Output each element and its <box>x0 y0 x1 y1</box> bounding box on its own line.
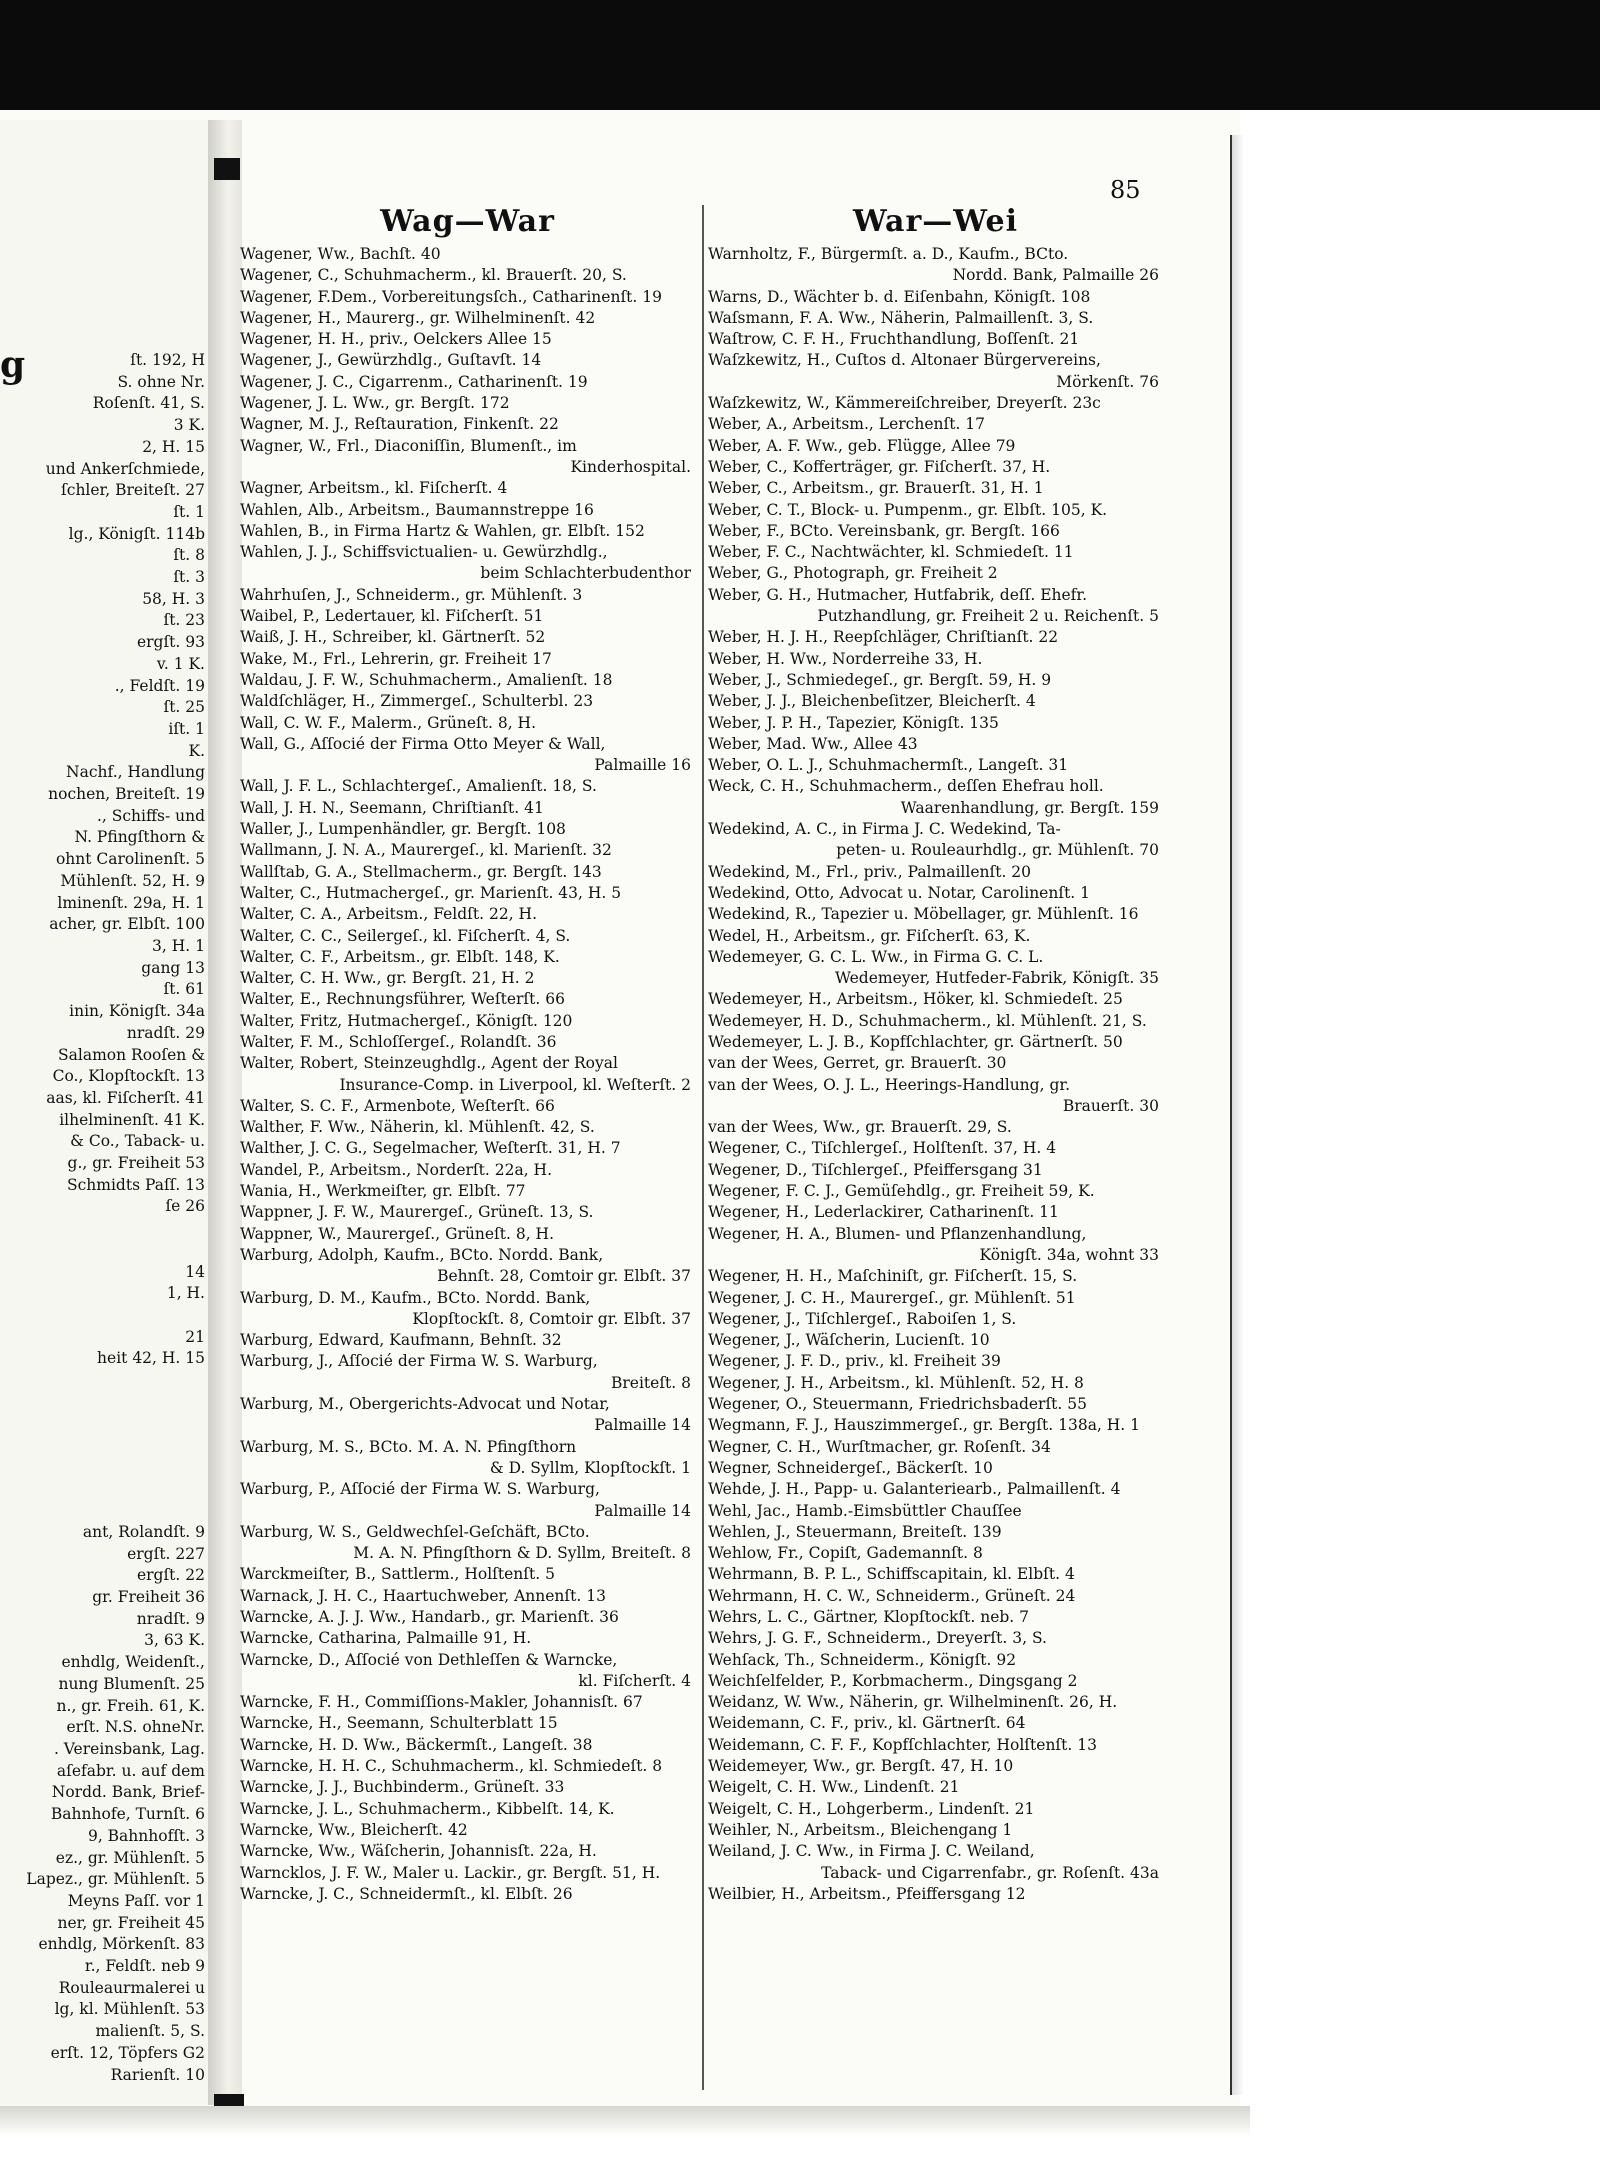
directory-entry-continuation: Brauerſt. 30 <box>1062 1096 1159 1115</box>
directory-entry: Wahlen, Alb., Arbeitsm., Baumannstreppe 16 <box>240 500 594 519</box>
directory-entry: Warburg, W. S., Geldwechſel-Geſchäft, BCto. <box>240 1522 590 1541</box>
directory-entry: Weihler, N., Arbeitsm., Bleichengang 1 <box>708 1820 1013 1839</box>
directory-entry: Warburg, D. M., Kaufm., BCto. Nordd. Bank, <box>240 1288 591 1307</box>
directory-entry-continuation: Kinderhospital. <box>570 457 691 476</box>
directory-entry: Weber, G., Photograph, gr. Freiheit 2 <box>708 564 998 583</box>
page-bottom-shadow <box>0 2106 1250 2136</box>
left-page-line: lg., Königſt. 114b <box>68 524 205 543</box>
directory-entry: Warburg, J., Aſſocié der Firma W. S. Warburg, <box>240 1352 598 1371</box>
left-page-line: Nachf., Handlung <box>66 763 205 782</box>
directory-entry: Wagner, Arbeitsm., kl. Fiſcherſt. 4 <box>240 479 508 498</box>
directory-entry: Warburg, P., Aſſocié der Firma W. S. Warburg, <box>240 1480 600 1499</box>
left-page-line <box>0 1370 205 1392</box>
left-page-line: und Ankerſchmiede, <box>45 459 205 478</box>
left-page-line: 58, H. 3 <box>142 589 205 608</box>
directory-entry: Wehlen, J., Steuermann, Breiteſt. 139 <box>708 1522 1002 1541</box>
left-page-line: . Vereinsbank, Lag. <box>53 1740 205 1758</box>
directory-entry: Wegener, J. C. H., Maurergeſ., gr. Mühlenſt. 51 <box>708 1288 1076 1307</box>
directory-entry: Wegener, H., Lederlackirer, Catharinenſt. 11 <box>708 1203 1059 1222</box>
directory-entry: Warncklos, J. F. W., Maler u. Lackir., gr. Bergſt. 51, H. <box>240 1863 661 1882</box>
directory-entry: Wegener, J., Tiſchlergeſ., Raboiſen 1, S. <box>708 1309 1017 1328</box>
left-page-line: nung Blumenſt. 25 <box>58 1674 205 1693</box>
left-page-line: ., Feldſt. 19 <box>114 676 205 695</box>
directory-entry: Warncke, Catharina, Palmaille 91, H. <box>240 1629 532 1648</box>
left-page-line: lg, kl. Mühlenſt. 53 <box>54 2000 205 2019</box>
directory-entry: Wegener, C., Tiſchlergeſ., Holſtenſt. 37, H. 4 <box>708 1139 1057 1158</box>
left-page-line: r., Feldſt. neb 9 <box>84 1957 205 1976</box>
directory-entry: Walter, C., Hutmachergeſ., gr. Marienſt. 43, H. 5 <box>240 883 622 902</box>
directory-entry: Wagner, M. J., Reſtauration, Finkenſt. 22 <box>240 415 559 434</box>
directory-entry: Wedekind, R., Tapezier u. Möbellager, gr. Mühlenſt. 16 <box>708 905 1139 924</box>
directory-entry: Wehſack, Th., Schneiderm., Königſt. 92 <box>708 1650 1017 1669</box>
directory-entry: Weber, A. F. Ww., geb. Flügge, Allee 79 <box>708 436 1016 455</box>
left-page-line: Salamon Rooſen & <box>58 1045 205 1064</box>
directory-entry: Wagener, J., Gewürzhdlg., Guſtavſt. 14 <box>240 351 542 370</box>
left-page-line: v. 1 K. <box>156 654 205 673</box>
directory-entry-continuation: Putzhandlung, gr. Freiheit 2 u. Reichenſt. 5 <box>817 607 1159 626</box>
directory-entry-continuation: Behnſt. 28, Comtoir gr. Elbſt. 37 <box>437 1267 691 1286</box>
directory-entry: Warncke, J. C., Schneidermſt., kl. Elbſt. 26 <box>240 1884 573 1903</box>
directory-entry: Walter, E., Rechnungsführer, Weſterſt. 66 <box>240 990 565 1009</box>
directory-entry-continuation: Breiteſt. 8 <box>610 1373 691 1392</box>
directory-entry-continuation: Insurance-Comp. in Liverpool, kl. Weſterſt. 2 <box>339 1075 691 1094</box>
directory-entry: Warncke, H. D. Ww., Bäckermſt., Langeſt. 38 <box>240 1735 593 1754</box>
directory-entry: Wania, H., Werkmeiſter, gr. Elbſt. 77 <box>240 1182 526 1201</box>
page-number: 85 <box>1110 176 1141 204</box>
directory-entry: Wall, J. F. L., Schlachtergeſ., Amalienſt. 18, S. <box>240 777 597 796</box>
left-page-line: inin, Königſt. 34a <box>69 1002 205 1021</box>
directory-entry: Waibel, P., Ledertauer, kl. Fiſcherſt. 51 <box>240 607 544 626</box>
left-page-line: Mühlenſt. 52, H. 9 <box>60 871 205 890</box>
directory-entry: Waſzkewitz, W., Kämmereiſchreiber, Dreyerſt. 23c <box>708 394 1101 413</box>
directory-entry: Weber, C. T., Block- u. Pumpenm., gr. Elbſt. 105, K. <box>708 500 1108 519</box>
left-page-line: acher, gr. Elbſt. 100 <box>49 915 205 934</box>
directory-entry-continuation: Nordd. Bank, Palmaille 26 <box>952 266 1159 285</box>
directory-entry: Wegener, J., Wäſcherin, Lucienſt. 10 <box>708 1331 990 1350</box>
directory-entry: Wallmann, J. N. A., Maurergeſ., kl. Marienſt. 32 <box>240 841 612 860</box>
column-divider <box>702 205 704 2090</box>
left-page-line: ſt. 23 <box>163 611 205 630</box>
directory-entry: Warns, D., Wächter b. d. Eiſenbahn, Königſt. 108 <box>708 287 1091 306</box>
directory-entry: Wedemeyer, H. D., Schuhmacherm., kl. Mühlenſt. 21, S. <box>708 1011 1147 1030</box>
directory-entry: Wagener, H., Maurerg., gr. Wilhelminenſt. 42 <box>240 308 596 327</box>
directory-entry: Weber, C., Arbeitsm., gr. Brauerſt. 31, H. 1 <box>708 479 1044 498</box>
directory-entry: Wegmann, F. J., Hauszimmergeſ., gr. Bergſt. 138a, H. 1 <box>708 1416 1141 1435</box>
directory-entry: Weigelt, C. H. Ww., Lindenſt. 21 <box>708 1778 960 1797</box>
directory-entry: Wehrmann, H. C. W., Schneiderm., Grüneſt. 24 <box>708 1586 1076 1605</box>
left-page-line: ſt. 1 <box>173 502 205 521</box>
directory-entry: Wegener, O., Steuermann, Friedrichsbaderſt. 55 <box>708 1395 1087 1414</box>
directory-entry-continuation: Palmaille 14 <box>594 1501 691 1520</box>
left-page-line: ergſt. 227 <box>127 1544 205 1563</box>
left-page-line: ſt. 61 <box>163 980 205 999</box>
directory-entry: Weidemeyer, Ww., gr. Bergſt. 47, H. 10 <box>708 1757 1014 1776</box>
directory-entry: Wahrhuſen, J., Schneiderm., gr. Mühlenſt. 3 <box>240 585 583 604</box>
directory-entry: Wegener, H. H., Maſchiniſt, gr. Fiſcherſt. 15, S. <box>708 1267 1078 1286</box>
directory-entry: Weber, F. C., Nachtwächter, kl. Schmiedeſt. 11 <box>708 543 1074 562</box>
page-edge <box>1230 135 1244 2095</box>
directory-entry: Wedemeyer, H., Arbeitsm., Höker, kl. Schmiedeſt. 25 <box>708 990 1123 1009</box>
directory-entry: Warncke, F. H., Commiſſions-Makler, Johannisſt. 67 <box>240 1693 643 1712</box>
directory-entry-continuation: Mörkenſt. 76 <box>1056 372 1159 391</box>
directory-entry: Weidanz, W. Ww., Näherin, gr. Wilhelminenſt. 26, H. <box>708 1693 1118 1712</box>
left-page-line: ohnt Carolinenſt. 5 <box>55 850 205 869</box>
left-page-line: ner, gr. Freiheit 45 <box>57 1913 205 1932</box>
directory-entry: Wagener, H. H., priv., Oelckers Allee 15 <box>240 330 552 349</box>
left-page-line <box>0 1218 205 1240</box>
directory-entry: Warckmeiſter, B., Sattlerm., Holſtenſt. 5 <box>240 1565 555 1584</box>
scanner-top-border <box>0 0 1600 110</box>
directory-entry: Weber, H. Ww., Norderreihe 33, H. <box>708 649 983 668</box>
column-right-header: War—Wei <box>852 204 1019 239</box>
left-page-line: Bahnhofe, Turnſt. 6 <box>50 1805 205 1824</box>
directory-entry: Wegner, C. H., Wurſtmacher, gr. Roſenſt. 34 <box>708 1437 1051 1456</box>
directory-entry: Warnholtz, F., Bürgermſt. a. D., Kaufm., BCto. <box>708 245 1069 263</box>
directory-entry: Walter, Robert, Steinzeughdlg., Agent der Royal <box>240 1054 618 1073</box>
left-page-line: aſefabr. u. auf dem <box>56 1761 205 1780</box>
directory-entry: Walter, C. A., Arbeitsm., Feldſt. 22, H. <box>240 905 537 924</box>
left-page-line: Nordd. Bank, Brief- <box>51 1783 205 1802</box>
directory-entry: Weber, G. H., Hutmacher, Hutfabrik, deſſ. Ehefr. <box>708 585 1088 604</box>
directory-entry: Weber, H. J. H., Reepſchläger, Chriſtianſt. 22 <box>708 628 1059 647</box>
left-page-line <box>0 1457 205 1479</box>
directory-entry-continuation: peten- u. Rouleaurhdlg., gr. Mühlenſt. 70 <box>836 841 1159 860</box>
left-page-line: gr. Freiheit 36 <box>92 1588 205 1607</box>
left-page-line: ez., gr. Mühlenſt. 5 <box>55 1848 205 1867</box>
directory-entry: Wallſtab, G. A., Stellmacherm., gr. Bergſt. 143 <box>240 862 602 881</box>
directory-entry: Warncke, A. J. J. Ww., Handarb., gr. Marienſt. 36 <box>240 1608 619 1626</box>
directory-entry: Walter, S. C. F., Armenbote, Weſterſt. 66 <box>240 1096 555 1115</box>
directory-entry: Weilbier, H., Arbeitsm., Pfeiffersgang 12 <box>708 1884 1026 1903</box>
left-page-line: 3, H. 1 <box>152 936 205 955</box>
directory-entry: Warncke, D., Aſſocié von Dethleſſen & Warncke, <box>240 1650 618 1669</box>
directory-entry-continuation: Wedemeyer, Hutfeder-Fabrik, Königſt. 35 <box>834 969 1159 988</box>
left-page-line: enhdlg, Weidenſt., <box>61 1653 205 1672</box>
directory-entry-continuation: Klopſtockſt. 8, Comtoir gr. Elbſt. 37 <box>412 1309 691 1328</box>
left-page-line: nradſt. 29 <box>126 1023 205 1042</box>
directory-entry: Wappner, J. F. W., Maurergeſ., Grüneſt. 13, S. <box>240 1203 594 1222</box>
left-page-line: K. <box>188 741 205 760</box>
directory-entry: Weidemann, C. F., priv., kl. Gärtnerſt. 64 <box>708 1714 1026 1733</box>
left-page-line: ſe 26 <box>165 1197 205 1216</box>
directory-entry: Wappner, W., Maurergeſ., Grüneſt. 8, H. <box>240 1224 554 1243</box>
directory-entry: Wegner, Schneidergeſ., Bäckerſt. 10 <box>708 1458 993 1477</box>
directory-entry: Walter, C. H. Ww., gr. Bergſt. 21, H. 2 <box>240 969 535 988</box>
column-left-header: Wag—War <box>380 204 555 239</box>
directory-entry: Walter, F. M., Schloſſergeſ., Rolandſt. 36 <box>240 1032 557 1051</box>
directory-entry: Weber, F., BCto. Vereinsbank, gr. Bergſt. 166 <box>708 521 1060 540</box>
directory-entry: Wagener, J. L. Ww., gr. Bergſt. 172 <box>240 394 510 413</box>
left-page-line: Lapez., gr. Mühlenſt. 5 <box>26 1870 205 1889</box>
left-page-line: erſt. N.S. ohneNr. <box>66 1718 205 1737</box>
directory-entry: Wagener, J. C., Cigarrenm., Catharinenſt. 19 <box>240 372 588 391</box>
directory-entry: Walther, F. Ww., Näherin, kl. Mühlenſt. 42, S. <box>240 1118 595 1137</box>
directory-entry-continuation: beim Schlachterbudenthor <box>480 564 691 583</box>
directory-entry-continuation: Palmaille 16 <box>594 756 691 775</box>
book-spine <box>208 120 242 2105</box>
left-page-line: lminenſt. 29a, H. 1 <box>57 893 205 912</box>
directory-entry: Wahlen, J. J., Schiffsvictualien- u. Gewürzhdlg., <box>240 543 608 562</box>
left-page-line: Rarienſt. 10 <box>110 2065 205 2084</box>
directory-entry-continuation: Waarenhandlung, gr. Bergſt. 159 <box>900 798 1159 817</box>
directory-entry: Walther, J. C. G., Segelmacher, Weſterſt. 31, H. 7 <box>240 1139 621 1158</box>
column-left <box>240 200 695 1905</box>
directory-entry: Warburg, M. S., BCto. M. A. N. Pfingſthorn <box>240 1437 577 1456</box>
directory-entry: Weichſelfelder, P., Korbmacherm., Dingsgang 2 <box>708 1671 1078 1690</box>
directory-entry: Weiland, J. C. Ww., in Firma J. C. Weiland, <box>708 1842 1035 1861</box>
directory-entry: Waiß, J. H., Schreiber, kl. Gärtnerſt. 52 <box>240 628 546 647</box>
directory-entry: Wagner, W., Frl., Diaconiſſin, Blumenſt., im <box>240 436 577 455</box>
left-page-line: Meyns Paſſ. vor 1 <box>67 1891 205 1910</box>
directory-entry: Weber, A., Arbeitsm., Lerchenſt. 17 <box>708 415 986 434</box>
directory-entry-continuation: & D. Syllm, Klopſtockſt. 1 <box>489 1458 691 1477</box>
left-page-line <box>0 1240 205 1262</box>
left-page-line: S. ohne Nr. <box>117 372 205 391</box>
directory-entry: Warncke, J. L., Schuhmacherm., Kibbelſt. 14, K. <box>240 1799 615 1818</box>
directory-entry: Wall, G., Aſſocié der Firma Otto Meyer & Wall, <box>240 734 606 753</box>
directory-entry: Wehrmann, B. P. L., Schiffscapitain, kl. Elbſt. 4 <box>708 1565 1075 1584</box>
left-page-line: g., gr. Freiheit 53 <box>67 1154 205 1173</box>
directory-entry: Wahlen, B., in Firma Hartz & Wahlen, gr. Elbſt. 152 <box>240 521 645 540</box>
directory-entry: Wegener, F. C. J., Gemüſehdlg., gr. Freiheit 59, K. <box>708 1182 1095 1201</box>
left-page-line: aas, kl. Fiſcherſt. 41 <box>46 1088 205 1107</box>
directory-entry: Waldſchläger, H., Zimmergeſ., Schulterbl. 23 <box>240 692 594 711</box>
directory-entry: van der Wees, Ww., gr. Brauerſt. 29, S. <box>708 1118 1012 1137</box>
directory-entry: Wegener, J. H., Arbeitsm., kl. Mühlenſt. 52, H. 8 <box>708 1373 1084 1392</box>
directory-entry: Warncke, Ww., Wäſcherin, Johannisſt. 22a, H. <box>240 1842 597 1861</box>
left-page-line: ſt. 25 <box>163 698 205 717</box>
directory-entry: Wegener, D., Tiſchlergeſ., Pfeiffersgang 31 <box>708 1160 1043 1179</box>
left-page-line: 3 K. <box>173 416 205 435</box>
directory-entry: Warburg, M., Obergerichts-Advocat und Notar, <box>240 1395 610 1414</box>
left-page-line: Roſenſt. 41, S. <box>92 394 205 413</box>
left-page-line: & Co., Taback- u. <box>70 1132 205 1151</box>
directory-entry: van der Wees, Gerret, gr. Brauerſt. 30 <box>708 1054 1007 1073</box>
directory-entry: Wehrs, L. C., Gärtner, Klopſtockſt. neb. 7 <box>708 1608 1030 1626</box>
directory-entry: van der Wees, O. J. L., Heerings-Handlung, gr. <box>708 1075 1070 1094</box>
clip-top <box>214 158 240 180</box>
left-page-line: iſt. 1 <box>168 719 205 738</box>
directory-entry: Walter, C. F., Arbeitsm., gr. Elbſt. 148, K. <box>240 947 560 966</box>
directory-entry: Wall, J. H. N., Seemann, Chriſtianſt. 41 <box>240 798 544 817</box>
directory-entry-continuation: Taback- und Cigarrenfabr., gr. Roſenſt. 43a <box>821 1863 1159 1882</box>
directory-entry: Wagener, Ww., Bachſt. 40 <box>240 245 441 263</box>
left-page-line: n., gr. Freih. 61, K. <box>56 1696 205 1715</box>
left-page-line: ſt. 3 <box>173 568 205 587</box>
directory-entry: Wegener, H. A., Blumen- und Pflanzenhandlung, <box>708 1224 1087 1243</box>
left-page-line: heit 42, H. 15 <box>97 1349 205 1368</box>
directory-entry: Wake, M., Frl., Lehrerin, gr. Freiheit 17 <box>240 649 552 668</box>
directory-entry: Weber, J. J., Bleichenbeſitzer, Bleicherſt. 4 <box>708 692 1036 711</box>
left-page-line: Schmidts Paſſ. 13 <box>67 1175 205 1194</box>
directory-entry: Wehlow, Fr., Copiſt, Gademannſt. 8 <box>708 1544 983 1563</box>
directory-entry: Wandel, P., Arbeitsm., Norderſt. 22a, H. <box>240 1160 552 1179</box>
directory-entry: Walter, Fritz, Hutmachergeſ., Königſt. 120 <box>240 1011 573 1030</box>
left-page-line: 9, Bahnhofſt. 3 <box>87 1826 205 1845</box>
directory-entry: Walter, C. C., Seilergeſ., kl. Fiſcherſt. 4, S. <box>240 926 571 945</box>
left-page-line: 1, H. <box>166 1284 205 1303</box>
directory-entry: Warncke, H. H. C., Schuhmacherm., kl. Schmiedeſt. 8 <box>240 1757 663 1776</box>
left-page-line: ilhelminenſt. 41 K. <box>59 1110 205 1129</box>
left-page-line: enhdlg, Mörkenſt. 83 <box>38 1935 205 1954</box>
left-page-line: 2, H. 15 <box>142 437 205 456</box>
directory-entry: Wegener, J. F. D., priv., kl. Freiheit 39 <box>708 1352 1001 1371</box>
left-facing-page <box>0 120 213 2105</box>
directory-entry: Wagener, C., Schuhmacherm., kl. Brauerſt. 20, S. <box>240 266 627 285</box>
left-page-line: ergſt. 22 <box>136 1566 205 1585</box>
directory-entry: Wedekind, M., Frl., priv., Palmaillenſt. 20 <box>708 862 1032 881</box>
left-page-line: malienſt. 5, S. <box>95 2022 205 2041</box>
directory-entry: Wedel, H., Arbeitsm., gr. Fiſcherſt. 63, K. <box>708 926 1031 945</box>
directory-entry: Warburg, Adolph, Kaufm., BCto. Nordd. Bank, <box>240 1245 604 1264</box>
directory-entry: Waſzkewitz, H., Cuſtos d. Altonaer Bürgervereins, <box>708 351 1101 370</box>
left-page-line <box>0 1479 205 1501</box>
directory-entry: Wehrs, J. G. F., Schneiderm., Dreyerſt. 3, S. <box>708 1629 1047 1648</box>
left-page-line: 21 <box>185 1327 205 1346</box>
left-page-line <box>0 1413 205 1435</box>
directory-entry: Wall, C. W. F., Malerm., Grüneſt. 8, H. <box>240 713 536 732</box>
left-page-line: ſt. 192, H <box>130 351 205 369</box>
left-page-line <box>0 1435 205 1457</box>
left-page-line <box>0 1305 205 1327</box>
directory-entry: Warncke, H., Seemann, Schulterblatt 15 <box>240 1714 558 1733</box>
column-left-entries <box>240 244 695 1905</box>
directory-entry: Weidemann, C. F. F., Kopfſchlachter, Holſtenſt. 13 <box>708 1735 1097 1754</box>
left-page-line <box>0 1392 205 1414</box>
left-page-line: 3, 63 K. <box>144 1631 205 1650</box>
left-page-line: ergſt. 93 <box>136 633 205 652</box>
left-page-line <box>0 1500 205 1522</box>
left-page-line: Rouleaurmalerei u <box>58 1978 205 1997</box>
directory-entry: Weck, C. H., Schuhmacherm., deſſen Ehefrau holl. <box>708 777 1104 796</box>
directory-entry: Warncke, J. J., Buchbinderm., Grüneſt. 33 <box>240 1778 565 1797</box>
directory-entry: Weber, C., Kofferträger, gr. Fiſcherſt. 37, H. <box>708 457 1051 476</box>
left-page-line: gang 13 <box>141 958 205 977</box>
directory-entry: Wedemeyer, L. J. B., Kopfſchlachter, gr. Gärtnerſt. 50 <box>708 1032 1123 1051</box>
directory-entry: Wedekind, A. C., in Firma J. C. Wedekind, Ta- <box>708 820 1061 839</box>
left-page-line: N. Pfingſthorn & <box>74 828 205 847</box>
left-page-line: nochen, Breiteſt. 19 <box>48 785 205 804</box>
directory-entry-continuation: M. A. N. Pfingſthorn & D. Syllm, Breiteſt. 8 <box>353 1544 691 1563</box>
left-page-line: ſchler, Breiteſt. 27 <box>61 481 205 500</box>
directory-entry: Waſtrow, C. F. H., Fruchthandlung, Boſſenſt. 21 <box>708 330 1080 349</box>
directory-entry: Wagener, F.Dem., Vorbereitungsſch., Catharinenſt. 19 <box>240 287 662 306</box>
directory-entry: Wehl, Jac., Hamb.-Eimsbüttler Chauſſee <box>708 1501 1022 1520</box>
directory-entry: Wedemeyer, G. C. L. Ww., in Firma G. C. L. <box>708 947 1044 966</box>
directory-entry: Warnack, J. H. C., Haartuchweber, Annenſt. 13 <box>240 1586 606 1605</box>
directory-entry: Waller, J., Lumpenhändler, gr. Bergſt. 108 <box>240 820 566 839</box>
left-page-header-fragment: g <box>0 344 26 386</box>
left-page-text <box>0 350 205 2086</box>
directory-entry: Weber, Mad. Ww., Allee 43 <box>708 734 918 753</box>
left-page-line: ſt. 8 <box>173 546 205 565</box>
left-page-line: Co., Klopſtockſt. 13 <box>52 1067 205 1086</box>
left-page-line: ant, Rolandſt. 9 <box>82 1522 205 1541</box>
directory-entry: Warburg, Edward, Kaufmann, Behnſt. 32 <box>240 1331 562 1350</box>
left-page-line: 14 <box>185 1262 205 1281</box>
directory-entry-continuation: Königſt. 34a, wohnt 33 <box>979 1245 1159 1264</box>
directory-entry: Wedekind, Otto, Advocat u. Notar, Carolinenſt. 1 <box>708 883 1091 902</box>
directory-entry: Wehde, J. H., Papp- u. Galanteriearb., Palmaillenſt. 4 <box>708 1480 1121 1499</box>
column-right <box>708 200 1163 1905</box>
directory-entry: Weigelt, C. H., Lohgerberm., Lindenſt. 21 <box>708 1799 1035 1818</box>
column-right-entries <box>708 244 1163 1905</box>
left-page-line: erſt. 12, Töpfers G2 <box>50 2043 205 2062</box>
directory-entry: Weber, J., Schmiedegeſ., gr. Bergſt. 59, H. 9 <box>708 670 1052 689</box>
directory-entry-continuation: kl. Fiſcherſt. 4 <box>578 1671 691 1690</box>
left-page-line: nradſt. 9 <box>136 1609 205 1628</box>
directory-entry: Weber, J. P. H., Tapezier, Königſt. 135 <box>708 713 999 732</box>
left-page-line: ., Schiffs- und <box>96 806 205 825</box>
directory-entry: Weber, O. L. J., Schuhmachermſt., Langeſt. 31 <box>708 756 1069 775</box>
directory-entry-continuation: Palmaille 14 <box>594 1416 691 1435</box>
directory-entry: Waſsmann, F. A. Ww., Näherin, Palmaillenſt. 3, S. <box>708 308 1094 327</box>
directory-entry: Waldau, J. F. W., Schuhmacherm., Amalienſt. 18 <box>240 670 613 689</box>
directory-entry: Warncke, Ww., Bleicherſt. 42 <box>240 1820 468 1839</box>
